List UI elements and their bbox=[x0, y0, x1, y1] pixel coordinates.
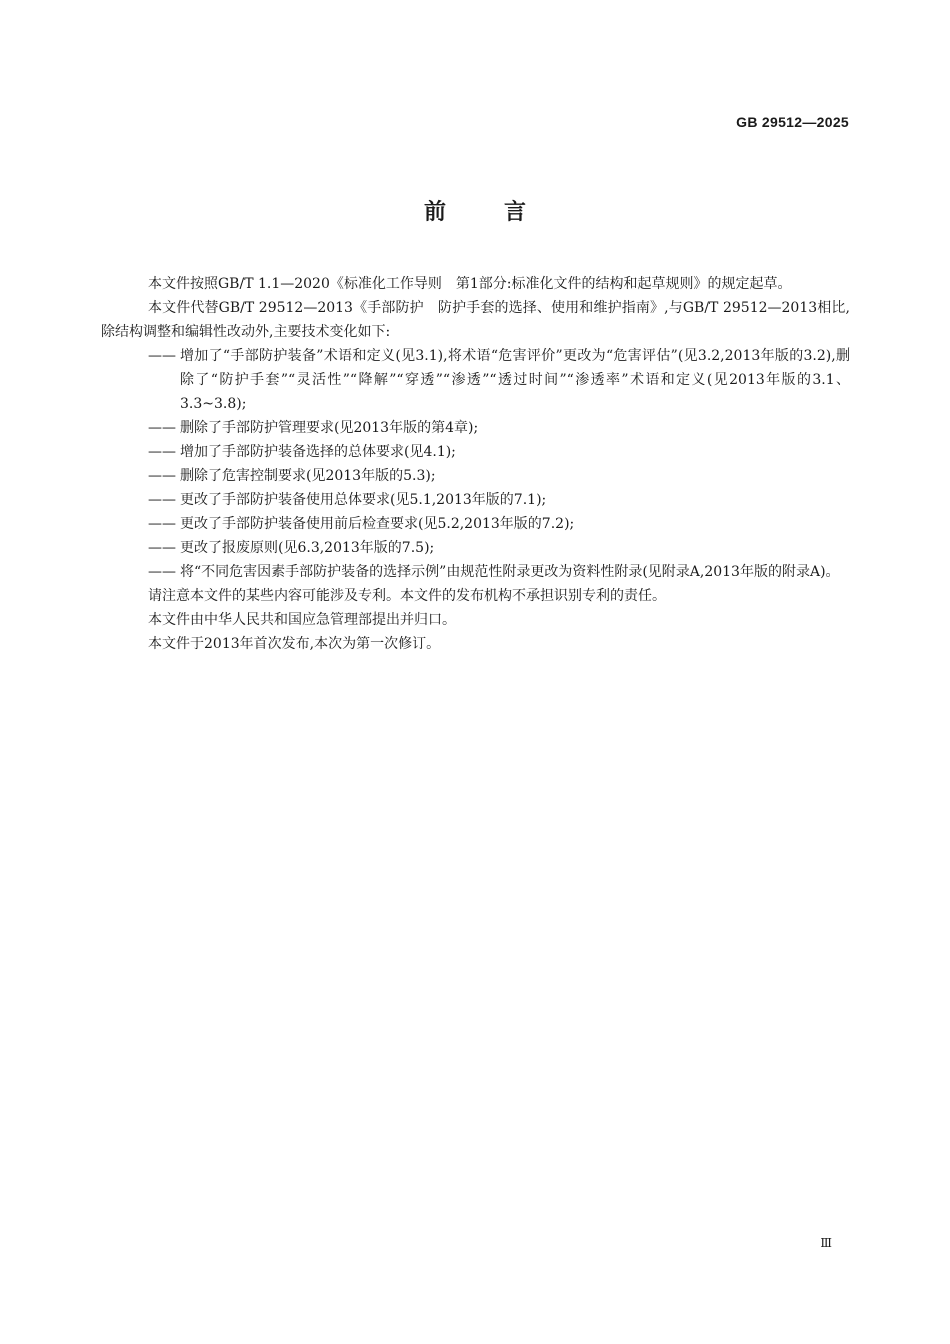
list-item bbox=[101, 560, 850, 584]
list-item bbox=[101, 536, 850, 560]
list-item bbox=[101, 488, 850, 512]
list-item-text: 更改了手部防护装备使用总体要求(见5.1,2013年版的7.1); bbox=[180, 492, 547, 508]
list-dash: —— bbox=[148, 492, 176, 508]
page-title: 前言 bbox=[423, 200, 584, 225]
list-dash: —— bbox=[148, 468, 176, 484]
list-item-text: 删除了危害控制要求(见2013年版的5.3); bbox=[180, 468, 436, 484]
list-dash: —— bbox=[148, 444, 176, 460]
paragraph-drafting-rule: 本文件按照GB/T 1.1—2020《标准化工作导则 第1部分:标准化文件的结构和起草规则》的规定起草。 bbox=[148, 276, 792, 292]
paragraph-proposer: 本文件由中华人民共和国应急管理部提出并归口。 bbox=[148, 612, 456, 628]
list-item bbox=[101, 416, 850, 440]
list-item-text: 增加了手部防护装备选择的总体要求(见4.1); bbox=[180, 444, 456, 460]
paragraph-replacement: 本文件代替GB/T 29512—2013《手部防护 防护手套的选择、使用和维护指南》,与GB/T 29512—2013相比,除结构调整和编辑性改动外,主要技术变化如下: bbox=[101, 300, 850, 340]
list-item bbox=[101, 512, 850, 536]
page-number: Ⅲ bbox=[820, 1236, 832, 1250]
list-item bbox=[101, 344, 850, 416]
list-dash: —— bbox=[148, 420, 176, 436]
list-item-text: 更改了报废原则(见6.3,2013年版的7.5); bbox=[180, 540, 435, 556]
list-dash: —— bbox=[148, 516, 176, 532]
list-item-text: 将“不同危害因素手部防护装备的选择示例”由规范性附录更改为资料性附录(见附录A,2013年版的附录A)。 bbox=[180, 564, 840, 580]
paragraph-history: 本文件于2013年首次发布,本次为第一次修订。 bbox=[148, 636, 441, 652]
technical-changes-list bbox=[101, 344, 850, 584]
list-dash: —— bbox=[148, 564, 176, 580]
list-dash: —— bbox=[148, 540, 176, 556]
list-dash: —— bbox=[148, 348, 176, 364]
standard-code: GB 29512—2025 bbox=[736, 114, 849, 130]
list-item-text: 更改了手部防护装备使用前后检查要求(见5.2,2013年版的7.2); bbox=[180, 516, 575, 532]
document-body bbox=[101, 272, 850, 656]
list-item-text: 增加了“手部防护装备”术语和定义(见3.1),将术语“危害评价”更改为“危害评估”(见3.2,2013年版的3.2),删除了“防护手套”“灵活性”“降解”“穿透”“渗透”“透过时间”“渗透率”术语和定义(见2013年版的3.1、3.3~3.8); bbox=[180, 348, 850, 412]
list-item-text: 删除了手部防护管理要求(见2013年版的第4章); bbox=[180, 420, 479, 436]
list-item bbox=[101, 464, 850, 488]
paragraph-patent-notice: 请注意本文件的某些内容可能涉及专利。本文件的发布机构不承担识别专利的责任。 bbox=[148, 588, 666, 604]
list-item bbox=[101, 440, 850, 464]
